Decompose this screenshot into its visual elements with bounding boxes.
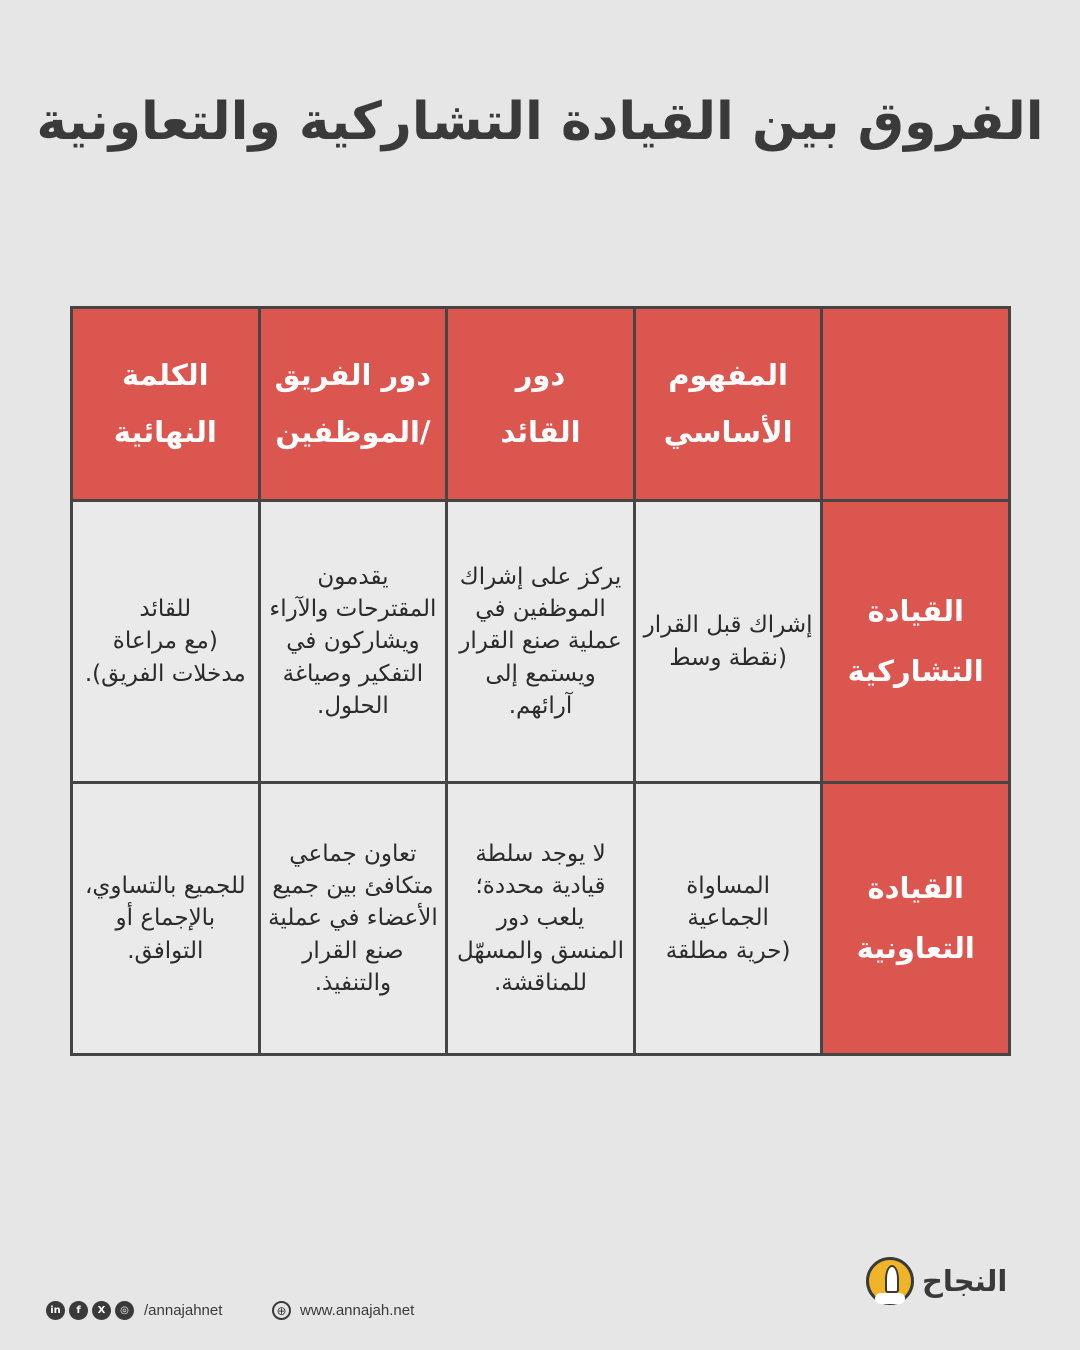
table-cell (261, 784, 446, 1053)
cell-text: المساواة الجماعية (حرية مطلقة (665, 873, 791, 964)
social-links (46, 1301, 222, 1320)
table-cell (73, 502, 258, 781)
row-label: القيادة التعاونية (856, 871, 975, 965)
header-basic-concept (636, 309, 821, 499)
header-team-role (261, 309, 446, 499)
page-title: الفروق بين القيادة التشاركية والتعاونية (36, 92, 1044, 152)
rocket-body (885, 1265, 899, 1293)
table-cell (448, 784, 633, 1053)
table-cell (73, 784, 258, 1053)
header-label: الكلمة النهائية (113, 358, 217, 449)
header-label: دور الفريق /الموظفين (274, 358, 432, 449)
cell-text: للجميع بالتساوي، بالإجماع أو التوافق. (84, 873, 246, 964)
cell-text: إشراك قبل القرار (نقطة وسط (643, 612, 813, 671)
website-link[interactable] (272, 1301, 414, 1320)
table-cell (261, 502, 446, 781)
brand-name: النجاح (922, 1264, 1008, 1298)
header-leader-role (448, 309, 633, 499)
table-cell (636, 784, 821, 1053)
row-label: القيادة التشاركية (847, 594, 984, 688)
cell-text: للقائد (مع مراعاة مدخلات الفريق). (84, 596, 246, 687)
x-icon[interactable]: X (92, 1301, 111, 1320)
header-label: دور القائد (500, 358, 581, 449)
header-label: المفهوم الأساسي (663, 358, 793, 449)
table-cell (636, 502, 821, 781)
cell-text: يركز على إشراك الموظفين في عملية صنع القرار ويستمع إلى آرائهم. (459, 564, 622, 719)
row-label-collaborative (823, 784, 1008, 1053)
table-cell (448, 502, 633, 781)
rocket-smoke (875, 1293, 905, 1304)
brand-logo (866, 1257, 1007, 1305)
header-corner (823, 309, 1008, 499)
globe-icon: ⊕ (272, 1301, 291, 1320)
cell-text: تعاون جماعي متكافئ بين جميع الأعضاء في عملية صنع القرار والتنفيذ. (268, 841, 438, 996)
facebook-icon[interactable]: f (69, 1301, 88, 1320)
website-url[interactable]: www.annajah.net (300, 1302, 415, 1319)
header-final-word (73, 309, 258, 499)
comparison-table (70, 306, 1011, 1056)
cell-text: لا يوجد سلطة قيادية محددة؛ يلعب دور المنسق والمسهّل للمناقشة. (457, 841, 625, 996)
rocket-icon (866, 1257, 914, 1305)
footer (0, 1255, 1080, 1335)
instagram-icon[interactable]: ◎ (115, 1301, 134, 1320)
linkedin-icon[interactable]: in (46, 1301, 65, 1320)
row-label-participative (823, 502, 1008, 781)
cell-text: يقدمون المقترحات والآراء ويشاركون في التفكير وصياغة الحلول. (269, 564, 437, 719)
social-handle[interactable]: /annajahnet (144, 1302, 223, 1319)
